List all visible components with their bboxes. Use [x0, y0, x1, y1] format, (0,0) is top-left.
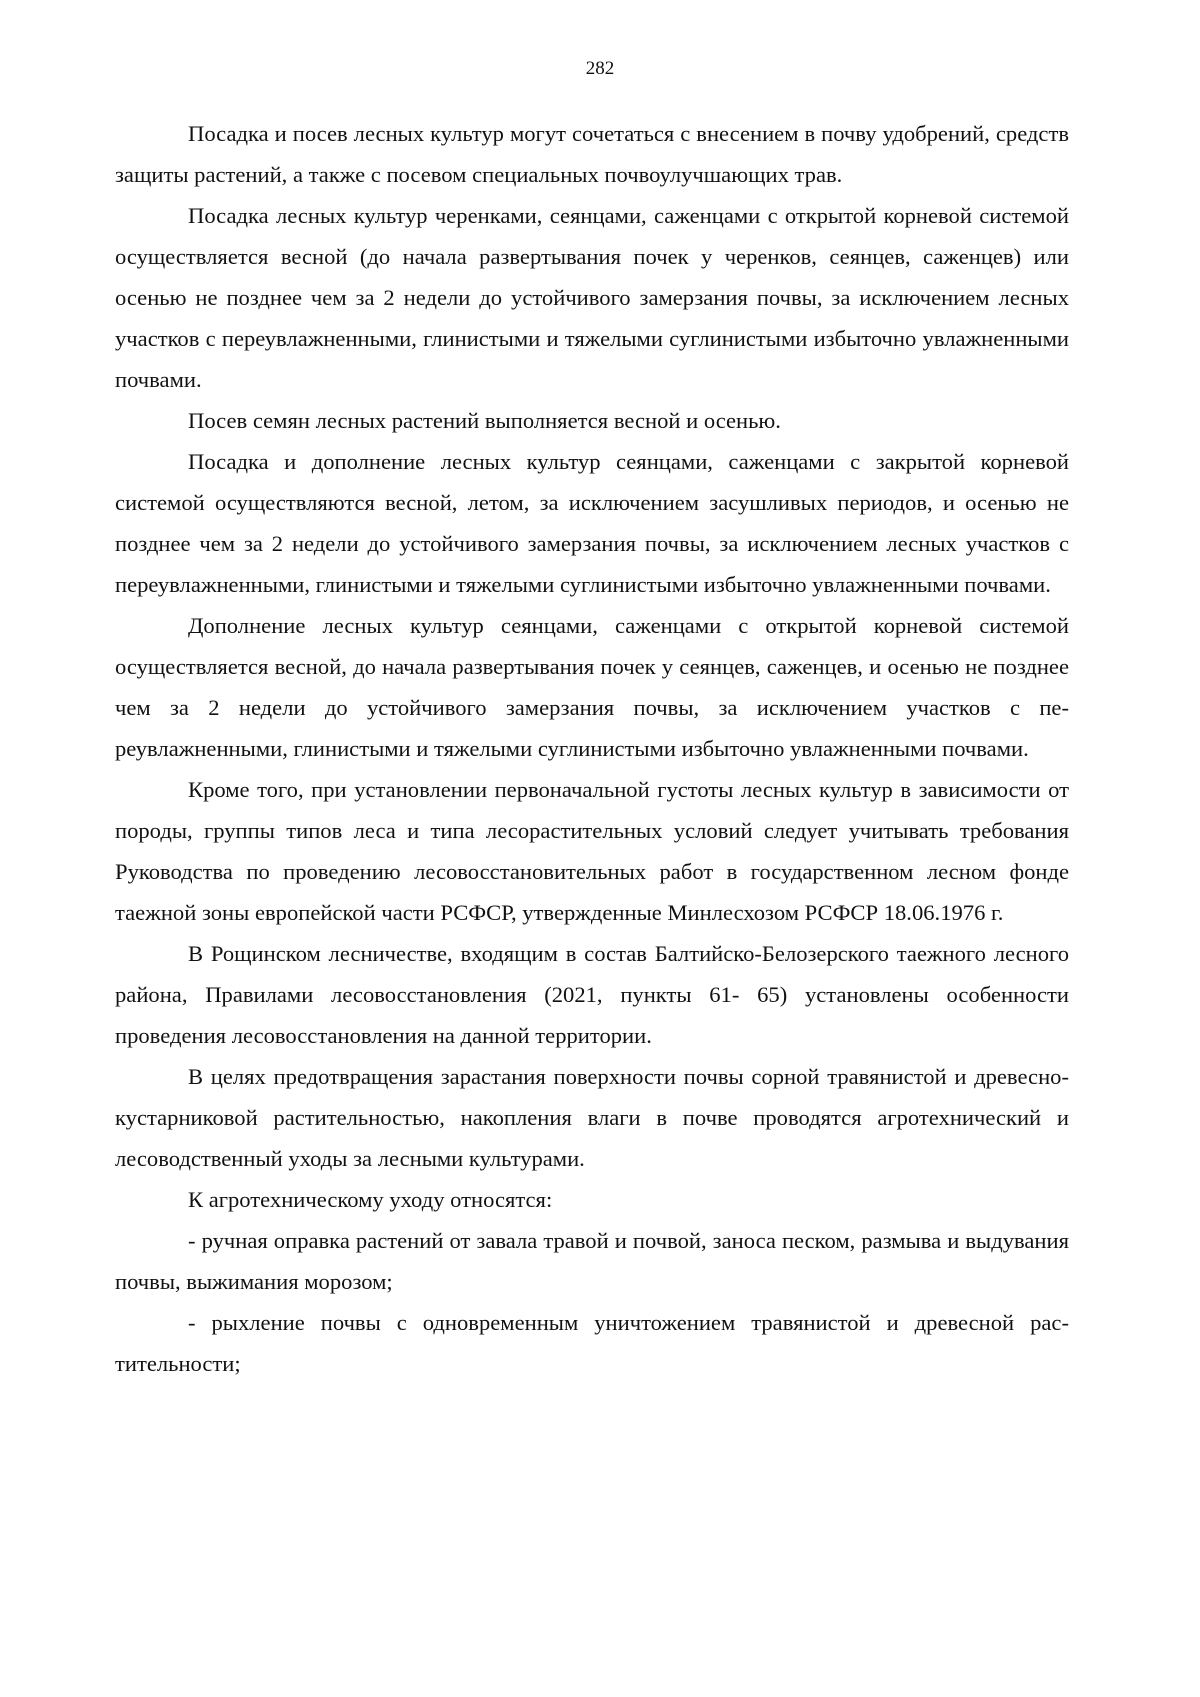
- paragraph-roshchino-forestry: В Рощинском лесничестве, входящим в состав Балтийско-Белозерского таежного лесного района, Правилами лесовосстановления (2021, пункты 61- 65) установлены особенности проведения лесовосстановления на данной территории.: [115, 941, 1069, 1048]
- page-number: 282: [585, 58, 615, 79]
- paragraph-initial-density: Кроме того, при установлении первоначальной густоты лесных культур в зависимости от породы, группы типов леса и типа лесорастительных условий следует учитывать требования Руководства по проведению лесовосстановительных работ в государственном лесном фонде таежной зоны европейской части РСФСР, утвержденные Минлесхозом РСФСР 18.06.1976 г.: [115, 777, 1069, 925]
- page-body: [115, 113, 1069, 1384]
- paragraph-supplementing-open-roots: Дополнение лесных культур сеянцами, саженцами с открытой корневой системой осуществляется весной, до начала развертывания почек у сеянцев, саженцев, и осенью не позднее чем за 2 недели до устойчивого замерзания почвы, за исключением участков с переувлажненными, глинистыми и тяжелыми суглинистыми избыточно увлажненными почвами.: [115, 613, 1069, 761]
- paragraph-planting-open-roots: Посадка лесных культур черенками, сеянцами, саженцами с открытой корневой системой осуществляется весной (до начала развертывания почек у черенков, сеянцев, саженцев) или осенью не позднее чем за 2 недели до устойчивого замерзания почвы, за исключением лесных участков с переувлажненными, глинистыми и тяжелыми суглинистыми избыточно увлажненными почвами.: [115, 203, 1069, 392]
- paragraph-seed-sowing: Посев семян лесных растений выполняется весной и осенью.: [188, 408, 781, 433]
- paragraph-fertilizers: Посадка и посев лесных культур могут сочетаться с внесением в почву удобрений, средств защиты растений, а также с посевом специальных почвоулучшающих трав.: [115, 121, 1069, 187]
- paragraph-agrotechnical-care-heading: К агротехническому уходу относятся:: [188, 1187, 553, 1212]
- list-item-manual-straightening: - ручная оправка растений от завала травой и почвой, заноса песком, размыва и выдувания почвы, выжимания морозом;: [115, 1228, 1069, 1294]
- paragraph-care-purpose: В целях предотвращения зарастания поверхности почвы сорной травянистой и древесно-кустарниковой растительностью, накопления влаги в почве проводятся агротехнический и лесоводственный уходы за лесными культурами.: [115, 1064, 1069, 1171]
- list-item-soil-loosening: - рыхление почвы с одновременным уничтожением травянистой и древесной растительности;: [115, 1310, 1069, 1376]
- paragraph-planting-closed-roots: Посадка и дополнение лесных культур сеянцами, саженцами с закрытой корневой системой осуществляются весной, летом, за исключением засушливых периодов, и осенью не позднее чем за 2 недели до устойчивого замерзания почвы, за исключением лесных участков с переувлажненными, глинистыми и тяжелыми суглинистыми избыточно увлажненными почвами.: [115, 449, 1069, 597]
